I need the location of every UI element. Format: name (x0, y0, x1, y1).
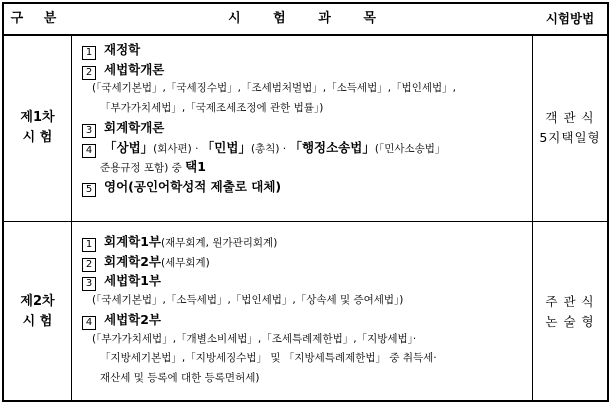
header-subjects: 시 험 과 목 (228, 11, 376, 26)
row-label (4, 108, 71, 148)
exam-subjects-table (2, 2, 609, 402)
item-detail: (「국세기본법」,「소득세법」,「법인세법」,「상속세 및 증여세법」) (92, 293, 404, 306)
list-item (82, 177, 530, 197)
exam-method (533, 108, 607, 148)
item-number: 4 (82, 144, 96, 158)
list-item (82, 310, 530, 330)
item-title: 회계학개론 (104, 120, 165, 135)
item-note: (세무회계) (161, 256, 210, 269)
subject-list (82, 40, 530, 196)
item-title: 「행정소송법」 (289, 139, 375, 155)
method-bottom: 5지택일형 (539, 130, 601, 145)
header-method: 시험방법 (545, 11, 595, 26)
item-number: 2 (82, 258, 96, 272)
item-detail-text: 준용규정 포함) 중 (100, 162, 186, 174)
method-top: 객 관 식 (545, 110, 595, 125)
item-title: 세법학개론 (104, 61, 165, 77)
item-number: 4 (82, 316, 96, 330)
list-item (82, 252, 530, 272)
list-item (82, 118, 530, 138)
row-label-top: 제1차 (20, 110, 55, 125)
table-row-second-exam (4, 222, 607, 400)
item-title: 회계학2부 (104, 253, 161, 269)
table-row-first-exam (4, 36, 607, 222)
table-header (4, 4, 607, 36)
item-number: 3 (82, 277, 96, 291)
list-item (82, 138, 530, 158)
item-detail (82, 157, 530, 177)
exam-method (533, 292, 607, 332)
item-number: 5 (82, 183, 96, 197)
item-title: 영어(공인어학성적 제출로 대체) (104, 178, 282, 194)
item-note: (회사편) · (153, 142, 202, 155)
item-title: 「상법」 (104, 139, 154, 155)
item-detail: 「부가가치세법」,「국제조세조정에 관한 법률」) (100, 101, 324, 114)
item-number: 1 (82, 238, 96, 252)
list-item (82, 271, 530, 291)
item-title: 세법학1부 (104, 273, 161, 288)
list-item (82, 40, 530, 60)
item-note: (재무회계, 원가관리회계) (161, 237, 278, 249)
item-title: 세법학2부 (104, 312, 161, 327)
item-title: 「민법」 (201, 139, 251, 155)
row-label-top: 제2차 (20, 294, 55, 309)
list-item (82, 232, 530, 252)
item-detail: 재산세 및 등록에 대한 등록면허세) (100, 371, 260, 384)
item-note: (「민사소송법」 (374, 142, 446, 155)
row-label-bottom: 시 험 (22, 130, 53, 145)
method-bottom: 논 술 형 (545, 314, 595, 329)
item-detail-bold: 택1 (185, 159, 206, 174)
item-note: (총칙) · (250, 142, 290, 155)
item-title: 회계학1부 (104, 234, 161, 249)
item-number: 1 (82, 46, 96, 60)
header-category: 구 분 (10, 11, 65, 26)
item-detail: 「지방세기본법」,「지방세징수법」 및 「지방세특례제한법」 중 취득세· (100, 352, 437, 364)
subject-list (82, 232, 530, 388)
item-detail: (「부가가치세법」,「개별소비세법」,「조세특례제한법」,「지방세법」· (92, 332, 417, 345)
item-number: 2 (82, 66, 96, 80)
item-title: 재정학 (104, 42, 141, 57)
method-top: 주 관 식 (545, 294, 595, 309)
list-item (82, 60, 530, 80)
item-number: 3 (82, 124, 96, 138)
row-label (4, 292, 71, 332)
item-detail: (「국세기본법」,「국세징수법」,「조세범처벌법」,「소득세법」,「법인세법」, (92, 82, 456, 94)
row-label-bottom: 시 험 (22, 314, 53, 329)
